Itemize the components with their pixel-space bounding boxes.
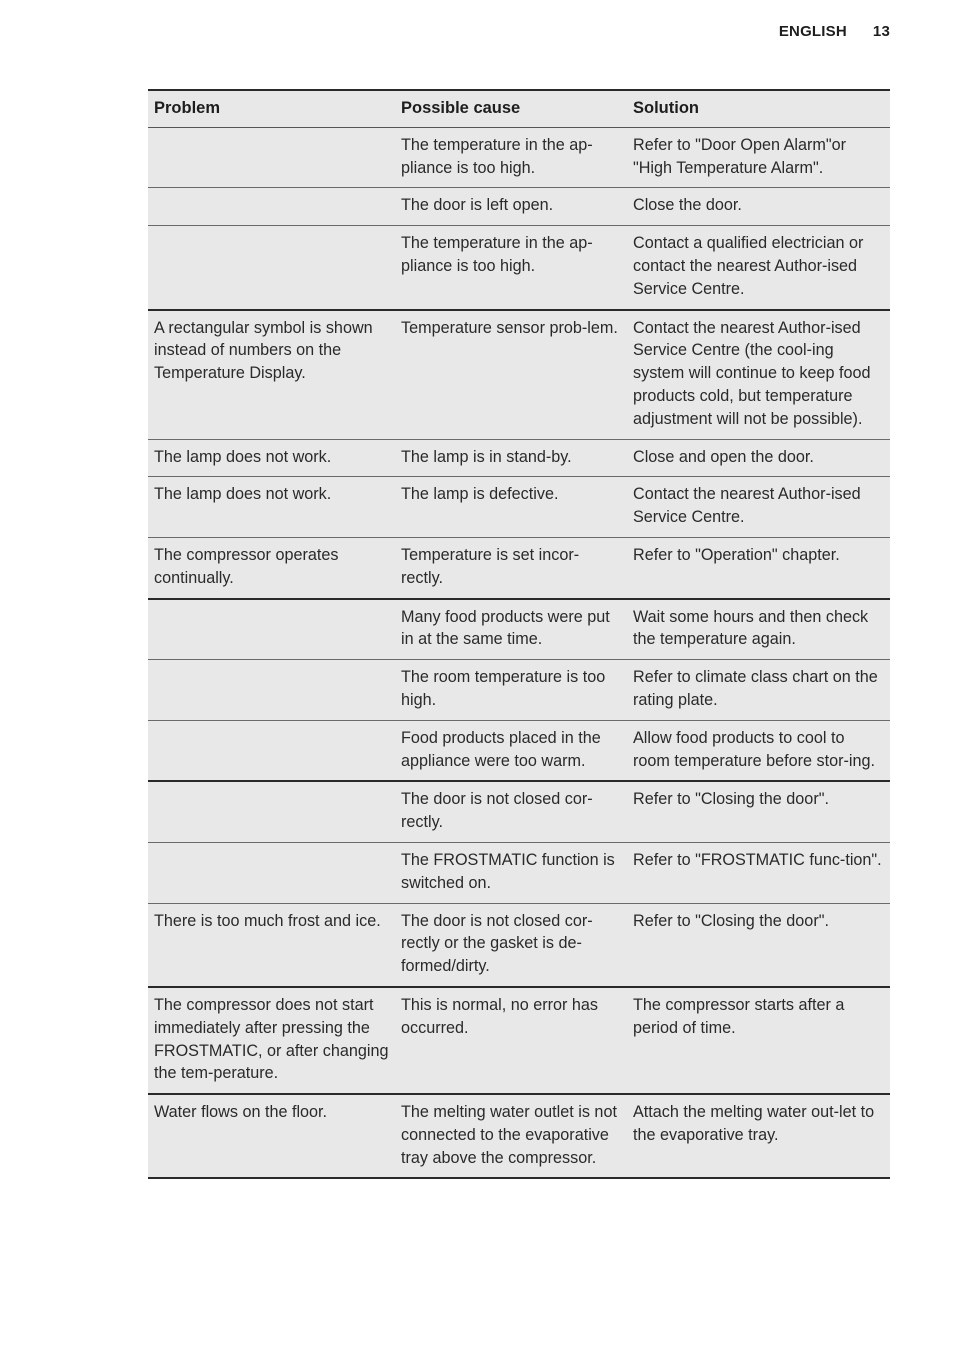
- table-row: [148, 987, 890, 1094]
- solution-cell: Contact the nearest Author-ised Service Centre (the cool-ing system will continue to keep food products cold, but temperature adjustment will not be possible).: [627, 310, 890, 439]
- table-row: [148, 1094, 890, 1178]
- cause-cell: The door is left open.: [395, 188, 627, 226]
- solution-cell: Contact the nearest Author-ised Service Centre.: [627, 477, 890, 538]
- solution-cell: Refer to climate class chart on the rating plate.: [627, 660, 890, 721]
- solution-cell: The compressor starts after a period of time.: [627, 987, 890, 1094]
- page-header: [779, 23, 890, 40]
- table-row: [148, 599, 890, 660]
- problem-cell: [148, 599, 395, 660]
- cause-cell: The lamp is defective.: [395, 477, 627, 538]
- page-number: 13: [872, 23, 890, 40]
- column-header-possible-cause: Possible cause: [395, 90, 627, 127]
- table-row: [148, 226, 890, 310]
- cause-cell: The melting water outlet is not connected to the evaporative tray above the compressor.: [395, 1094, 627, 1178]
- cause-cell: Temperature sensor prob-lem.: [395, 310, 627, 439]
- column-header-solution: Solution: [627, 90, 890, 127]
- solution-cell: Attach the melting water out-let to the evaporative tray.: [627, 1094, 890, 1178]
- language-label: ENGLISH: [778, 23, 847, 40]
- table-row: [148, 127, 890, 188]
- table-row: [148, 903, 890, 987]
- table-row: [148, 477, 890, 538]
- solution-cell: Wait some hours and then check the temperature again.: [627, 599, 890, 660]
- cause-cell: This is normal, no error has occurred.: [395, 987, 627, 1094]
- solution-cell: Refer to "Closing the door".: [627, 903, 890, 987]
- solution-cell: Refer to "FROSTMATIC func-tion".: [627, 842, 890, 903]
- problem-cell: [148, 188, 395, 226]
- solution-cell: Allow food products to cool to room temperature before stor-ing.: [627, 720, 890, 781]
- problem-cell: The compressor does not start immediately after pressing the FROSTMATIC, or after changing the tem-perature.: [148, 987, 395, 1094]
- table-row: [148, 720, 890, 781]
- solution-cell: Refer to "Door Open Alarm"or "High Temperature Alarm".: [627, 127, 890, 188]
- cause-cell: The door is not closed cor-rectly or the gasket is de-formed/dirty.: [395, 903, 627, 987]
- table-row: [148, 660, 890, 721]
- cause-cell: The FROSTMATIC function is switched on.: [395, 842, 627, 903]
- cause-cell: Many food products were put in at the same time.: [395, 599, 627, 660]
- cause-cell: The room temperature is too high.: [395, 660, 627, 721]
- problem-cell: The lamp does not work.: [148, 477, 395, 538]
- cause-cell: The lamp is in stand-by.: [395, 439, 627, 477]
- problem-cell: There is too much frost and ice.: [148, 903, 395, 987]
- problem-cell: The lamp does not work.: [148, 439, 395, 477]
- problem-cell: [148, 781, 395, 842]
- problem-cell: [148, 226, 395, 310]
- cause-cell: The door is not closed cor-rectly.: [395, 781, 627, 842]
- table-row: [148, 188, 890, 226]
- troubleshooting-table: [148, 89, 890, 1179]
- problem-cell: Water flows on the floor.: [148, 1094, 395, 1178]
- problem-cell: [148, 660, 395, 721]
- table-row: [148, 781, 890, 842]
- solution-cell: Close and open the door.: [627, 439, 890, 477]
- cause-cell: The temperature in the ap-pliance is too high.: [395, 127, 627, 188]
- cause-cell: Temperature is set incor-rectly.: [395, 537, 627, 598]
- solution-cell: Close the door.: [627, 188, 890, 226]
- cause-cell: The temperature in the ap-pliance is too high.: [395, 226, 627, 310]
- solution-cell: Refer to "Closing the door".: [627, 781, 890, 842]
- problem-cell: [148, 720, 395, 781]
- solution-cell: Refer to "Operation" chapter.: [627, 537, 890, 598]
- problem-cell: [148, 842, 395, 903]
- table-row: [148, 842, 890, 903]
- cause-cell: Food products placed in the appliance were too warm.: [395, 720, 627, 781]
- table-row: [148, 439, 890, 477]
- solution-cell: Contact a qualified electrician or contact the nearest Author-ised Service Centre.: [627, 226, 890, 310]
- table-row: [148, 537, 890, 598]
- table-header-row: [148, 90, 890, 127]
- problem-cell: [148, 127, 395, 188]
- column-header-problem: Problem: [148, 90, 395, 127]
- problem-cell: A rectangular symbol is shown instead of numbers on the Temperature Display.: [148, 310, 395, 439]
- problem-cell: The compressor operates continually.: [148, 537, 395, 598]
- table-row: [148, 310, 890, 439]
